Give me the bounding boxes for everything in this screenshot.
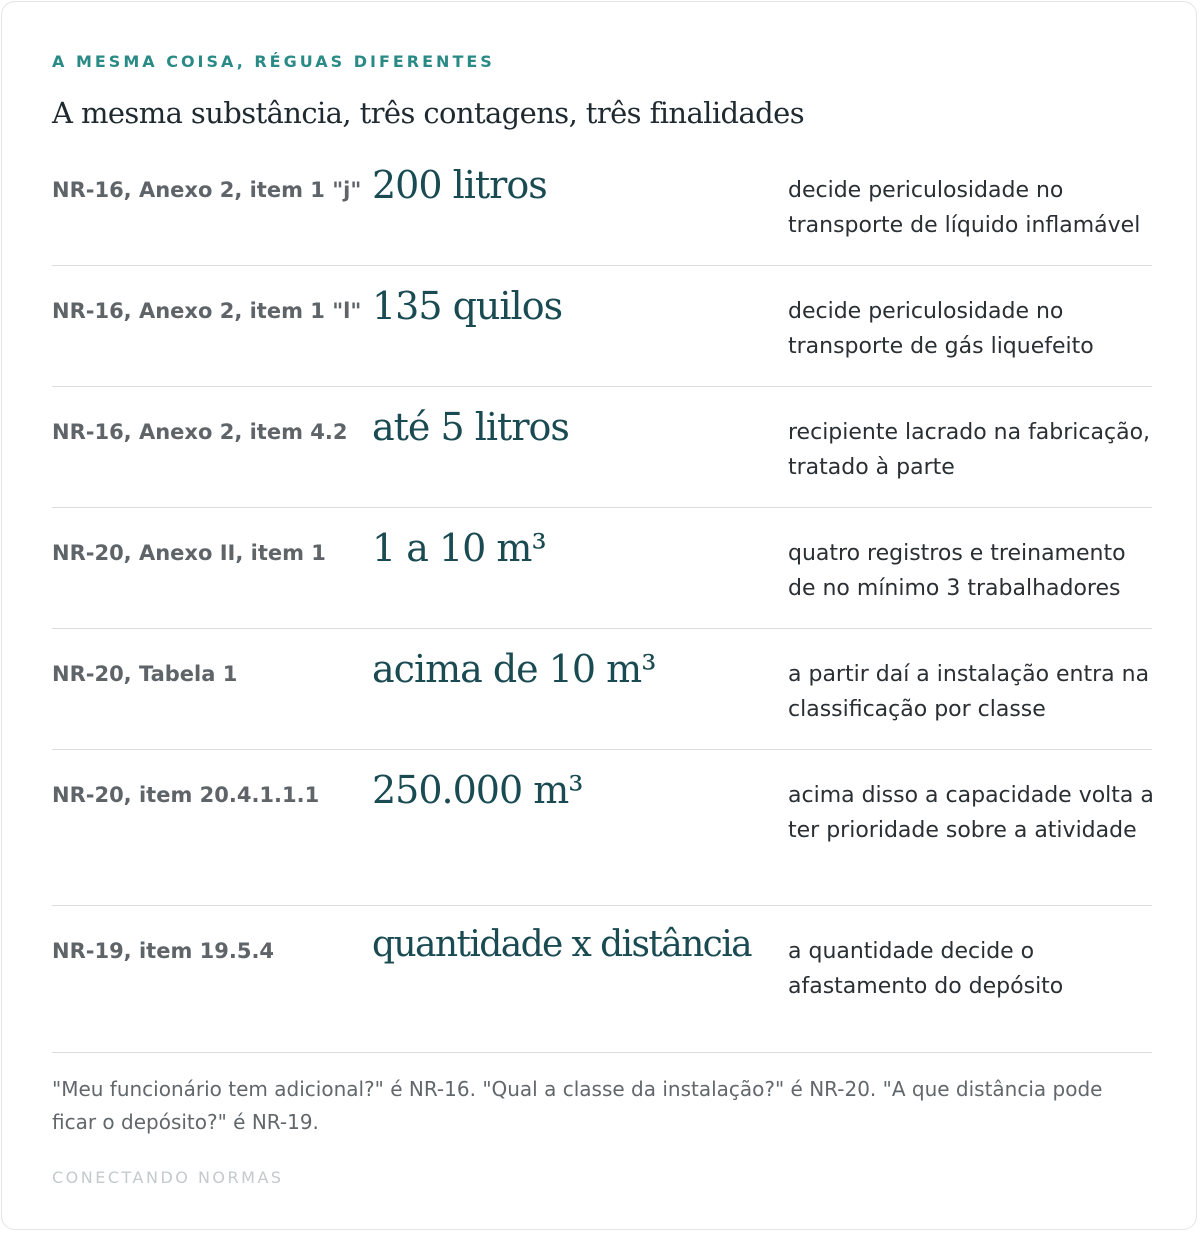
- norm-reference: NR-20, Anexo II, item 1: [52, 541, 326, 565]
- quantity-value: 200 litros: [372, 163, 547, 207]
- table-row: [52, 629, 1152, 750]
- summary-note: "Meu funcionário tem adicional?" é NR-16. "Qual a classe da instalação?" é NR-20. "A que distância pode ficar o depósito?" é NR-19.: [52, 1077, 1103, 1134]
- norm-reference: NR-16, Anexo 2, item 1 "j": [52, 178, 362, 202]
- row-description: decide periculosidade no transporte de gás liquefeito: [788, 299, 1094, 359]
- table-row: [52, 145, 1152, 266]
- table-row: [52, 266, 1152, 387]
- table-row: [52, 750, 1152, 906]
- row-description: acima disso a capacidade volta a ter prioridade sobre a atividade: [788, 783, 1154, 843]
- row-description: quatro registros e treinamento de no mínimo 3 trabalhadores: [788, 541, 1126, 601]
- table-row: [52, 387, 1152, 508]
- row-description: a quantidade decide o afastamento do depósito: [788, 939, 1064, 999]
- table-row: [52, 508, 1152, 629]
- quantity-value: 1 a 10 m³: [372, 526, 546, 570]
- comparison-table: [52, 145, 1152, 1053]
- norm-reference: NR-16, Anexo 2, item 1 "l": [52, 299, 362, 323]
- quantity-value: até 5 litros: [372, 405, 569, 449]
- norm-reference: NR-20, Tabela 1: [52, 662, 238, 686]
- quantity-value: quantidade x distância: [372, 924, 751, 965]
- norm-reference: NR-19, item 19.5.4: [52, 939, 275, 963]
- quantity-value: 250.000 m³: [372, 768, 583, 812]
- row-description: a partir daí a instalação entra na classificação por classe: [788, 662, 1150, 722]
- table-row: [52, 906, 1152, 1053]
- page-title: A mesma substância, três contagens, três finalidades: [52, 96, 804, 130]
- footer-brand: CONECTANDO NORMAS: [52, 1168, 284, 1187]
- quantity-value: 135 quilos: [372, 284, 563, 328]
- kicker: A MESMA COISA, RÉGUAS DIFERENTES: [52, 52, 495, 71]
- quantity-value: acima de 10 m³: [372, 647, 656, 691]
- row-description: recipiente lacrado na fabricação, tratado à parte: [788, 420, 1151, 480]
- norm-reference: NR-20, item 20.4.1.1.1: [52, 783, 320, 807]
- row-description: decide periculosidade no transporte de líquido inflamável: [788, 178, 1141, 238]
- norm-reference: NR-16, Anexo 2, item 4.2: [52, 420, 348, 444]
- card: [1, 1, 1197, 1230]
